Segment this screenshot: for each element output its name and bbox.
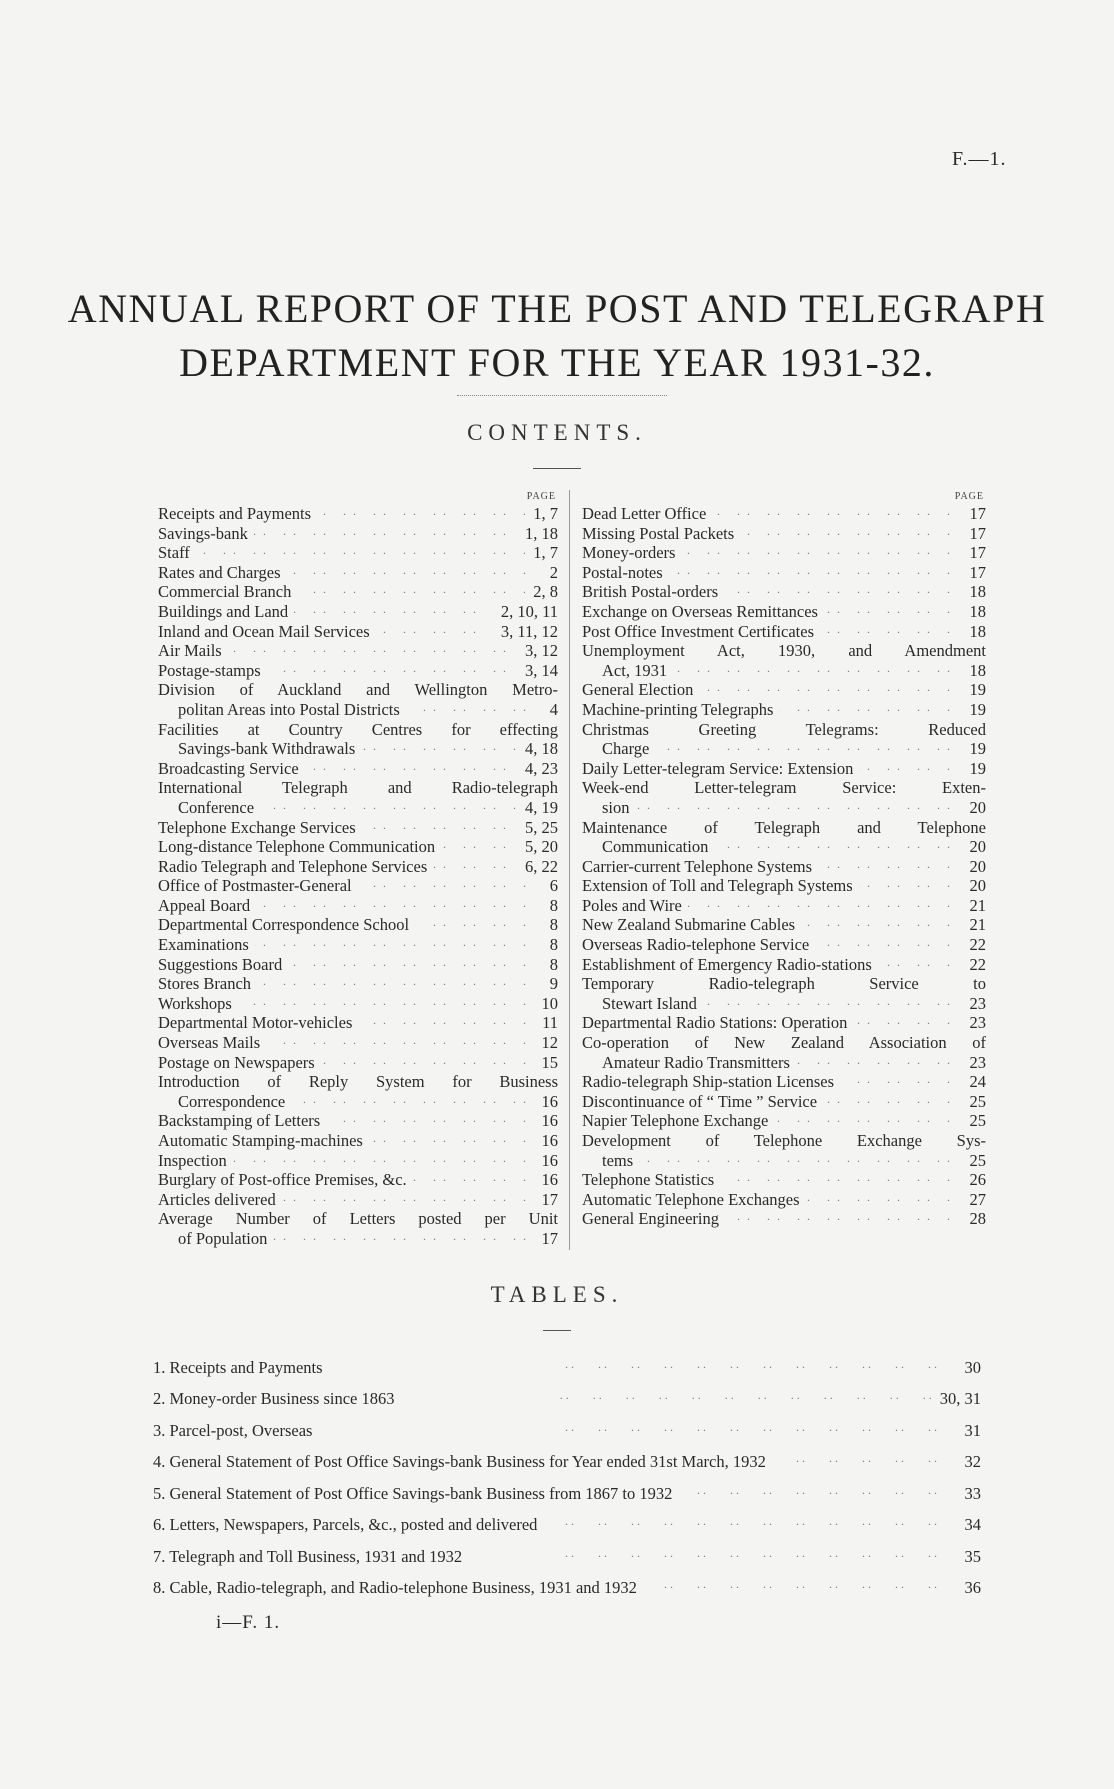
contents-entry <box>158 563 558 583</box>
entry-title: Missing Postal Packets <box>582 524 740 543</box>
contents-entry <box>582 582 986 602</box>
contents-entry <box>158 602 558 622</box>
entry-title-first-line: Week-end Letter-telegram Service: Exten- <box>582 778 986 798</box>
entry-title: Overseas Radio-telephone Service <box>582 935 815 954</box>
contents-entry <box>582 1190 986 1210</box>
entry-title: Telephone Exchange Services <box>158 818 362 837</box>
entry-title: Stores Branch <box>158 974 257 993</box>
entry-page: 17 <box>969 543 986 563</box>
entry-page: 4, 18 <box>525 739 558 759</box>
entry-page: 16 <box>541 1091 558 1111</box>
entry-title-first-line: Introduction of Reply System for Business <box>158 1072 558 1092</box>
footer-reference: i—F. 1. <box>216 1612 281 1633</box>
entry-title: Radio-telegraph Ship-station Licenses <box>582 1072 840 1091</box>
entry-title: Backstamping of Letters <box>158 1111 326 1130</box>
table-entry <box>153 1478 981 1510</box>
contents-entry <box>582 1092 986 1112</box>
table-entry <box>153 1415 981 1447</box>
table-entry-page: 33 <box>964 1483 981 1503</box>
entry-title: Workshops <box>158 994 238 1013</box>
contents-entry <box>158 1033 558 1053</box>
contents-entry <box>158 504 558 524</box>
entry-page: 19 <box>969 758 986 778</box>
contents-right-column <box>582 490 986 1229</box>
entry-title: Buildings and Land <box>158 602 294 621</box>
entry-title-first-line: Co-operation of New Zealand Association of <box>582 1033 986 1053</box>
contents-entry <box>582 622 986 642</box>
entry-page: 11 <box>542 1013 558 1033</box>
contents-entry <box>158 818 558 838</box>
entry-title-first-line: Facilities at Country Centres for effecting <box>158 719 558 739</box>
entry-page: 3, 14 <box>525 660 558 680</box>
contents-entry <box>158 543 558 563</box>
report-title <box>0 282 1114 390</box>
entry-title: Conference <box>178 798 260 817</box>
contents-entry <box>582 876 986 896</box>
entry-title-first-line: International Telegraph and Radio-telegraph <box>158 778 558 798</box>
contents-entry <box>582 720 986 759</box>
entry-title: British Postal-orders <box>582 582 724 601</box>
entry-title: Examinations <box>158 935 255 954</box>
table-entry <box>153 1384 981 1416</box>
entry-page: 19 <box>969 680 986 700</box>
contents-entry <box>158 680 558 719</box>
table-entry-page: 34 <box>964 1515 981 1535</box>
entry-page: 17 <box>541 1228 558 1248</box>
title-line-1: ANNUAL REPORT OF THE POST AND TELEGRAPH <box>67 286 1047 331</box>
entry-title: Correspondence <box>178 1092 291 1111</box>
contents-entry <box>158 896 558 916</box>
entry-title-first-line: Maintenance of Telegraph and Telephone <box>582 817 986 837</box>
entry-page: 6, 22 <box>525 856 558 876</box>
table-entry-title: 8. Cable, Radio-telegraph, and Radio-telephone Business, 1931 and 1932 <box>153 1578 647 1597</box>
entry-page: 17 <box>969 504 986 523</box>
entry-title: Suggestions Board <box>158 955 288 974</box>
entry-page: 3, 11, 12 <box>500 621 558 641</box>
entry-page: 10 <box>541 993 558 1013</box>
entry-title: Inland and Ocean Mail Services <box>158 622 376 641</box>
title-line-2: DEPARTMENT FOR THE YEAR 1931-32. <box>179 340 935 385</box>
entry-page: 2, 8 <box>533 582 558 602</box>
entry-title-first-line: Unemployment Act, 1930, and Amendment <box>582 641 986 661</box>
contents-entry <box>582 504 986 524</box>
contents-heading: CONTENTS. <box>467 420 647 445</box>
entry-title: Postage-stamps <box>158 661 267 680</box>
entry-title-first-line: Development of Telephone Exchange Sys- <box>582 1131 986 1150</box>
contents-entry <box>582 1209 986 1229</box>
entry-title: Discontinuance of “ Time ” Service <box>582 1092 823 1111</box>
contents-entry <box>582 1072 986 1092</box>
entry-page: 6 <box>549 876 558 896</box>
entry-page: 20 <box>969 876 986 896</box>
contents-entry <box>158 778 558 817</box>
contents-entry <box>158 622 558 642</box>
entry-title: Napier Telephone Exchange <box>582 1111 774 1130</box>
contents-entry <box>158 582 558 602</box>
entry-title: Automatic Stamping-machines <box>158 1131 369 1150</box>
contents-entry <box>582 896 986 916</box>
entry-page: 9 <box>549 974 558 994</box>
entry-title: Commercial Branch <box>158 582 297 601</box>
entry-title: Departmental Radio Stations: Operation <box>582 1013 853 1032</box>
contents-entry <box>158 1111 558 1131</box>
contents-entry <box>158 641 558 661</box>
contents-entry <box>158 759 558 779</box>
entry-page: 25 <box>969 1150 986 1170</box>
table-entry <box>153 1541 981 1573</box>
entry-title: politan Areas into Postal Districts <box>178 700 406 719</box>
entry-page: 28 <box>969 1209 986 1229</box>
entry-title: Articles delivered <box>158 1190 282 1209</box>
contents-entry <box>582 1111 986 1131</box>
entry-page: 16 <box>541 1170 558 1190</box>
entry-title: Inspection <box>158 1151 233 1170</box>
entry-page: 20 <box>969 837 986 857</box>
entry-title: sion <box>602 798 636 817</box>
entry-page: 19 <box>969 699 986 719</box>
table-entry-title: 1. Receipts and Payments <box>153 1358 333 1377</box>
right-entries <box>582 504 986 1229</box>
entry-title: Receipts and Payments <box>158 504 317 523</box>
contents-entry <box>158 857 558 877</box>
contents-entry <box>158 1151 558 1171</box>
contents-entry <box>582 641 986 680</box>
entry-title: Office of Postmaster-General <box>158 876 358 895</box>
contents-entry <box>582 563 986 583</box>
entry-title: New Zealand Submarine Cables <box>582 915 801 934</box>
table-entry-title: 7. Telegraph and Toll Business, 1931 and 1932 <box>153 1547 472 1566</box>
contents-entry <box>582 700 986 720</box>
entry-title: Savings-bank Withdrawals <box>178 739 361 758</box>
table-entry <box>153 1447 981 1479</box>
contents-entry <box>582 524 986 544</box>
entry-title: Communication <box>602 837 714 856</box>
entry-page: 16 <box>541 1111 558 1131</box>
left-entries <box>158 504 558 1249</box>
entry-title: Automatic Telephone Exchanges <box>582 1190 806 1209</box>
entry-page: 20 <box>969 856 986 876</box>
entry-title: Daily Letter-telegram Service: Extension <box>582 759 859 778</box>
entry-page: 1, 7 <box>533 504 558 523</box>
contents-entry <box>158 876 558 896</box>
entry-title: Departmental Correspondence School <box>158 915 415 934</box>
entry-title: Post Office Investment Certificates <box>582 622 820 641</box>
entry-page: 3, 12 <box>525 641 558 661</box>
table-entry-page: 31 <box>964 1420 981 1440</box>
entry-page: 1, 18 <box>525 523 558 543</box>
contents-entry <box>582 1013 986 1033</box>
contents-entry <box>582 680 986 700</box>
contents-entry <box>582 955 986 975</box>
entry-title: Money-orders <box>582 543 681 562</box>
page-column-label: PAGE <box>954 491 984 502</box>
contents-divider <box>533 468 581 469</box>
entry-page: 25 <box>969 1111 986 1131</box>
tables-list <box>153 1352 981 1604</box>
contents-entry <box>582 759 986 779</box>
entry-page: 26 <box>969 1170 986 1190</box>
contents-entry <box>158 994 558 1014</box>
entry-title-first-line: Average Number of Letters posted per Unit <box>158 1209 558 1229</box>
table-entry-page: 30, 31 <box>939 1389 981 1409</box>
entry-title: tems <box>602 1151 639 1170</box>
entry-page: 16 <box>541 1150 558 1170</box>
contents-entry <box>158 1170 558 1190</box>
entry-title: Extension of Toll and Telegraph Systems <box>582 876 859 895</box>
entry-page: 17 <box>969 523 986 543</box>
entry-page: 23 <box>969 1013 986 1033</box>
contents-entry <box>582 1033 986 1072</box>
entry-title: Machine-printing Telegraphs <box>582 700 779 719</box>
page-reference: F.—1. <box>952 148 1007 170</box>
contents-entry <box>158 935 558 955</box>
entry-title: Carrier-current Telephone Systems <box>582 857 818 876</box>
table-entry-title: 5. General Statement of Post Office Savings-bank Business from 1867 to 1932 <box>153 1484 682 1503</box>
entry-title: Appeal Board <box>158 896 256 915</box>
entry-title: Air Mails <box>158 641 228 660</box>
entry-title: Rates and Charges <box>158 563 287 582</box>
entry-page: 8 <box>549 915 558 935</box>
entry-page: 25 <box>969 1091 986 1111</box>
entry-page: 21 <box>969 895 986 915</box>
entry-title: Telephone Statistics <box>582 1170 720 1189</box>
contents-entry <box>158 1072 558 1111</box>
contents-entry <box>582 1131 986 1170</box>
contents-entry <box>158 837 558 857</box>
entry-title-first-line: Christmas Greeting Telegrams: Reduced <box>582 719 986 739</box>
contents-entry <box>158 1209 558 1248</box>
entry-title: Staff <box>158 543 196 562</box>
entry-page: 24 <box>969 1072 986 1092</box>
entry-page: 22 <box>969 954 986 974</box>
entry-page: 17 <box>541 1189 558 1209</box>
contents-entry <box>582 1170 986 1190</box>
entry-page: 16 <box>541 1131 558 1150</box>
table-entry-page: 30 <box>964 1357 981 1377</box>
entry-title: Amateur Radio Transmitters <box>602 1053 796 1072</box>
entry-title: Postage on Newspapers <box>158 1053 321 1072</box>
entry-page: 15 <box>541 1052 558 1072</box>
entry-page: 8 <box>549 935 558 955</box>
entry-page: 12 <box>541 1033 558 1053</box>
table-entry-page: 35 <box>964 1546 981 1566</box>
entry-title-first-line: Temporary Radio-telegraph Service to <box>582 974 986 994</box>
table-entry-title: 2. Money-order Business since 1863 <box>153 1389 405 1408</box>
contents-entry <box>158 524 558 544</box>
contents-entry <box>158 955 558 975</box>
entry-page: 21 <box>969 915 986 935</box>
entry-title: Act, 1931 <box>602 661 673 680</box>
entry-title: General Election <box>582 680 699 699</box>
page-column-label: PAGE <box>526 491 556 502</box>
contents-entry <box>158 974 558 994</box>
entry-page: 8 <box>549 954 558 974</box>
contents-entry <box>582 778 986 817</box>
entry-title: Exchange on Overseas Remittances <box>582 602 824 621</box>
entry-page: 5, 25 <box>525 817 558 837</box>
entry-page: 2, 10, 11 <box>500 601 558 621</box>
table-entry-title: 6. Letters, Newspapers, Parcels, &c., posted and delivered <box>153 1515 547 1534</box>
entry-title: Postal-notes <box>582 563 669 582</box>
tables-heading: TABLES. <box>490 1282 624 1307</box>
table-entry-title: 4. General Statement of Post Office Savings-bank Business for Year ended 31st March, 1932 <box>153 1452 776 1471</box>
entry-page: 4 <box>549 699 558 719</box>
contents-entry <box>582 915 986 935</box>
entry-page: 2 <box>549 562 558 582</box>
entry-title: Departmental Motor-vehicles <box>158 1013 358 1032</box>
entry-title: General Engineering <box>582 1209 725 1228</box>
contents-entry <box>158 915 558 935</box>
table-entry-title: 3. Parcel-post, Overseas <box>153 1421 322 1440</box>
entry-page: 23 <box>969 993 986 1013</box>
contents-entry <box>158 1013 558 1033</box>
entry-title: Dead Letter Office <box>582 504 712 523</box>
entry-title: Establishment of Emergency Radio-stations <box>582 955 878 974</box>
entry-title: Overseas Mails <box>158 1033 266 1052</box>
entry-page: 23 <box>969 1052 986 1072</box>
entry-page: 18 <box>969 601 986 621</box>
contents-entry <box>582 974 986 1013</box>
contents-entry <box>582 935 986 955</box>
table-entry-page: 32 <box>964 1452 981 1472</box>
entry-title-first-line: Division of Auckland and Wellington Metro- <box>158 680 558 700</box>
entry-title: Broadcasting Service <box>158 759 305 778</box>
contents-entry <box>582 543 986 563</box>
entry-page: 22 <box>969 935 986 955</box>
entry-page: 20 <box>969 797 986 817</box>
contents-entry <box>582 857 986 877</box>
entry-page: 17 <box>969 562 986 582</box>
table-entry-page: 36 <box>964 1578 981 1598</box>
contents-entry <box>158 1053 558 1073</box>
entry-page: 4, 19 <box>525 797 558 817</box>
entry-page: 8 <box>549 895 558 915</box>
entry-page: 18 <box>969 582 986 602</box>
entry-title: Savings-bank <box>158 524 254 543</box>
contents-entry <box>582 818 986 857</box>
contents-left-column <box>158 490 558 1249</box>
entry-title: Poles and Wire <box>582 896 688 915</box>
entry-page: 19 <box>969 739 986 759</box>
contents-entry <box>158 720 558 759</box>
tables-divider <box>543 1330 571 1331</box>
entry-page: 4, 23 <box>525 758 558 778</box>
entry-title: Radio Telegraph and Telephone Services <box>158 857 433 876</box>
entry-page: 18 <box>969 621 986 641</box>
contents-entry <box>158 661 558 681</box>
entry-title: Charge <box>602 739 655 758</box>
entry-title: Long-distance Telephone Communication <box>158 837 441 856</box>
contents-entry <box>158 1190 558 1210</box>
column-divider <box>569 490 570 1250</box>
table-entry <box>153 1573 981 1605</box>
entry-page: 18 <box>969 660 986 680</box>
entry-title: Stewart Island <box>602 994 703 1013</box>
entry-page: 1, 7 <box>533 543 558 563</box>
entry-page: 27 <box>969 1189 986 1209</box>
contents-entry <box>582 602 986 622</box>
contents-entry <box>158 1131 558 1151</box>
table-entry <box>153 1352 981 1384</box>
table-entry <box>153 1510 981 1542</box>
entry-title: Burglary of Post-office Premises, &c. <box>158 1170 413 1189</box>
entry-title: of Population <box>178 1229 273 1248</box>
entry-page: 5, 20 <box>525 837 558 857</box>
title-divider <box>457 395 667 396</box>
